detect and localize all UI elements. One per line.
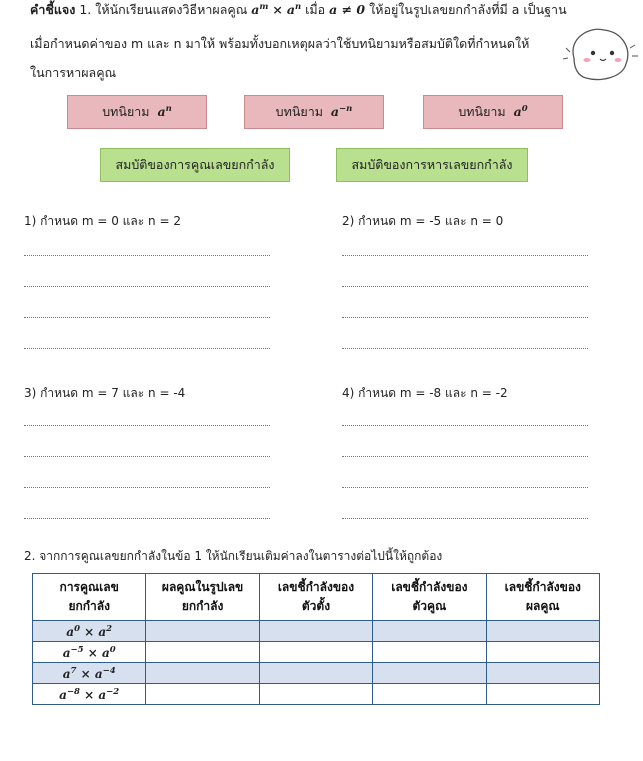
answer-line[interactable] [342,487,588,488]
answer-cell[interactable] [259,663,372,684]
instruction-text-1: 1. ให้นักเรียนแสดงวิธีหาผลคูณ [79,2,248,17]
answer-line[interactable] [342,255,588,256]
instruction-text-3: ให้อยู่ในรูปเลขยกกำลังที่มี a เป็นฐาน [369,2,567,17]
answer-line[interactable] [342,286,588,287]
answer-line[interactable] [24,518,270,519]
row-expression: $a^0 \times a^2$ [33,621,146,642]
answer-line[interactable] [24,487,270,488]
answer-line[interactable] [342,425,588,426]
answer-cell[interactable] [486,663,599,684]
answer-cell[interactable] [373,621,486,642]
answer-cell[interactable] [146,684,259,705]
header-product: ผลคูณในรูปเลข ยกกำลัง [146,574,259,621]
header-exp-multiplier: เลขชี้กำลังของ ตัวคูณ [373,574,486,621]
definition-a-0: บทนิยาม $a^0$ [423,95,563,129]
expr-an: $a^n$ [286,1,302,17]
problem-4: 4) กำหนด m = -8 และ n = -2 [342,386,508,400]
answer-line[interactable] [24,317,270,318]
row-expression: $a^{-5} \times a^0$ [33,642,146,663]
question-2: 2. จากการคูณเลขยกกำลังในข้อ 1 ให้นักเรียนเติมค่าลงในตารางต่อไปนี้ให้ถูกต้อง [24,549,443,563]
answer-line[interactable] [24,348,270,349]
problem-1: 1) กำหนด m = 0 และ n = 2 [24,214,181,228]
answer-line[interactable] [24,456,270,457]
answer-line[interactable] [24,255,270,256]
row-expression: $a^{-8} \times a^{-2}$ [33,684,146,705]
instruction-line-1 [30,0,567,20]
answer-line[interactable] [342,348,588,349]
definition-a-n: บทนิยาม $a^n$ [67,95,207,129]
answer-cell[interactable] [373,642,486,663]
answer-line[interactable] [342,518,588,519]
exponent-table [32,573,600,705]
instruction-prefix: คำชี้แจง [30,2,76,17]
header-exp-result: เลขชี้กำลังของ ผลคูณ [486,574,599,621]
mascot-icon [560,18,640,88]
header-exp-multiplicand: เลขชี้กำลังของ ตัวตั้ง [259,574,372,621]
answer-cell[interactable] [259,684,372,705]
property-division: สมบัติของการหารเลขยกกำลัง [336,148,528,182]
table-header-row [33,574,600,621]
header-multiplication: การคูณเลข ยกกำลัง [33,574,146,621]
row-expression: $a^7 \times a^{-4}$ [33,663,146,684]
table-row [33,642,600,663]
instruction-line-3: ในการหาผลคูณ [30,65,117,80]
answer-cell[interactable] [146,663,259,684]
answer-cell[interactable] [373,684,486,705]
answer-cell[interactable] [146,621,259,642]
table-row [33,684,600,705]
answer-line[interactable] [24,425,270,426]
condition: a ≠ 0 [329,2,366,17]
instruction-text-2: เมื่อ [305,2,326,17]
answer-cell[interactable] [146,642,259,663]
problem-2: 2) กำหนด m = -5 และ n = 0 [342,214,504,228]
answer-cell[interactable] [486,684,599,705]
answer-cell[interactable] [373,663,486,684]
definition-a-neg-n: บทนิยาม $a^{-n}$ [244,95,384,129]
instruction-line-2: เมื่อกำหนดค่าของ m และ n มาให้ พร้อมทั้งบอกเหตุผลว่าใช้บทนิยามหรือสมบัติใดที่กำหนดให้ [30,36,530,51]
answer-cell[interactable] [486,642,599,663]
answer-cell[interactable] [259,621,372,642]
property-multiplication: สมบัติของการคูณเลขยกกำลัง [100,148,290,182]
expr-am: $a^m$ [251,1,269,17]
answer-line[interactable] [342,456,588,457]
answer-cell[interactable] [259,642,372,663]
answer-cell[interactable] [486,621,599,642]
answer-line[interactable] [342,317,588,318]
table-row [33,663,600,684]
times-sign: × [272,2,283,17]
table-row [33,621,600,642]
answer-line[interactable] [24,286,270,287]
problem-3: 3) กำหนด m = 7 และ n = -4 [24,386,186,400]
